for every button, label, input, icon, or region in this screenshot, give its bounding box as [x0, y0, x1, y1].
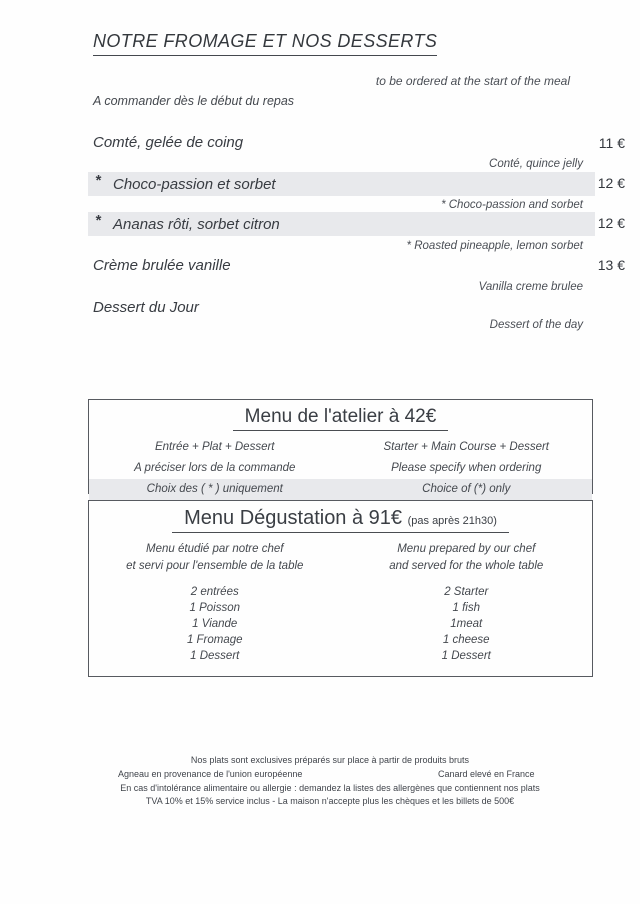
course-line: 1 Dessert: [441, 650, 491, 662]
dish-name-english: Dessert of the day: [489, 319, 583, 331]
page-title: NOTRE FROMAGE ET NOS DESSERTS: [93, 31, 437, 56]
dish-name-french: Choco-passion et sorbet: [113, 176, 276, 193]
atelier-row: [89, 458, 592, 479]
course-line: 1 Viande: [192, 618, 238, 630]
degustation-courses-french: [89, 584, 341, 664]
atelier-row-french: A préciser lors de la commande: [134, 462, 296, 474]
menu-atelier-rows: [89, 437, 592, 500]
menu-degustation-box: [88, 500, 593, 677]
footer-line: TVA 10% et 15% service inclus - La maison n'accepte plus les chèques et les billets de 500€: [145, 796, 515, 806]
menu-atelier-title-row: [89, 406, 592, 431]
dish-name-english: * Roasted pineapple, lemon sorbet: [406, 240, 583, 252]
footer-lamb-origin: Agneau en provenance de l'union européenne: [118, 769, 303, 779]
footer-line: Nos plats sont exclusives préparés sur place à partir de produits bruts: [190, 755, 470, 765]
course-line: 1meat: [450, 618, 483, 630]
atelier-row-english: Starter + Main Course + Dessert: [383, 441, 550, 453]
order-note-french: A commander dès le début du repas: [93, 94, 295, 108]
menu-atelier-title: Menu de l'atelier à 42€: [233, 406, 449, 431]
menu-degustation-title: [172, 507, 509, 533]
menu-atelier-box: [88, 399, 593, 494]
dish-price: 13 €: [597, 257, 625, 273]
degustation-courses-english: [341, 584, 593, 664]
footer-line: En cas d'intolérance alimentaire ou allergie : demandez la listes des allergènes que contiennent nos plats: [120, 783, 540, 793]
intro-line: Menu prepared by our chef: [397, 543, 536, 555]
dish-name-french: Comté, gelée de coing: [93, 134, 244, 151]
atelier-row-french: Choix des ( * ) uniquement: [146, 483, 283, 495]
degustation-intro: [89, 541, 592, 575]
intro-line: Menu étudié par notre chef: [146, 543, 284, 555]
menu-degustation-title-text: Menu Dégustation à 91€: [184, 507, 403, 529]
dish-name-english: Conté, quince jelly: [489, 158, 583, 170]
footer-line: [30, 767, 630, 781]
course-line: 1 Fromage: [186, 634, 243, 646]
atelier-row-english: Choice of (*) only: [422, 483, 511, 495]
star-mark: *: [95, 212, 101, 229]
course-line: 1 fish: [452, 602, 480, 614]
dish-price: 12 €: [597, 215, 625, 231]
dish-price: 11 €: [598, 135, 625, 151]
atelier-row-highlighted: [89, 479, 592, 500]
course-line: 1 cheese: [442, 634, 490, 646]
dish-price: 12 €: [597, 175, 625, 191]
degustation-intro-french: [89, 541, 341, 575]
dish-name-french: Dessert du Jour: [93, 299, 199, 316]
atelier-row-english: Please specify when ordering: [391, 462, 542, 474]
dish-name-english: Vanilla creme brulee: [478, 281, 583, 293]
degustation-intro-english: [341, 541, 593, 575]
intro-line: et servi pour l'ensemble de la table: [126, 560, 304, 572]
order-note-english: to be ordered at the start of the meal: [375, 74, 570, 88]
atelier-row-french: Entrée + Plat + Dessert: [154, 441, 275, 453]
course-line: 2 entrées: [190, 586, 239, 598]
atelier-row: [89, 437, 592, 458]
dish-name-english: * Choco-passion and sorbet: [441, 199, 583, 211]
menu-degustation-title-note: (pas après 21h30): [407, 515, 497, 527]
menu-degustation-title-row: [89, 507, 592, 533]
dish-name-french: Crème brulée vanille: [93, 257, 231, 274]
star-mark: *: [95, 172, 101, 189]
course-line: 1 Poisson: [189, 602, 240, 614]
dish-name-french: Ananas rôti, sorbet citron: [113, 216, 280, 233]
degustation-courses: [89, 584, 592, 664]
course-line: 1 Dessert: [190, 650, 240, 662]
intro-line: and served for the whole table: [389, 560, 544, 572]
footer-duck-origin: Canard elevé en France: [438, 769, 535, 779]
course-line: 2 Starter: [444, 586, 489, 598]
footer-notices: [30, 754, 630, 808]
